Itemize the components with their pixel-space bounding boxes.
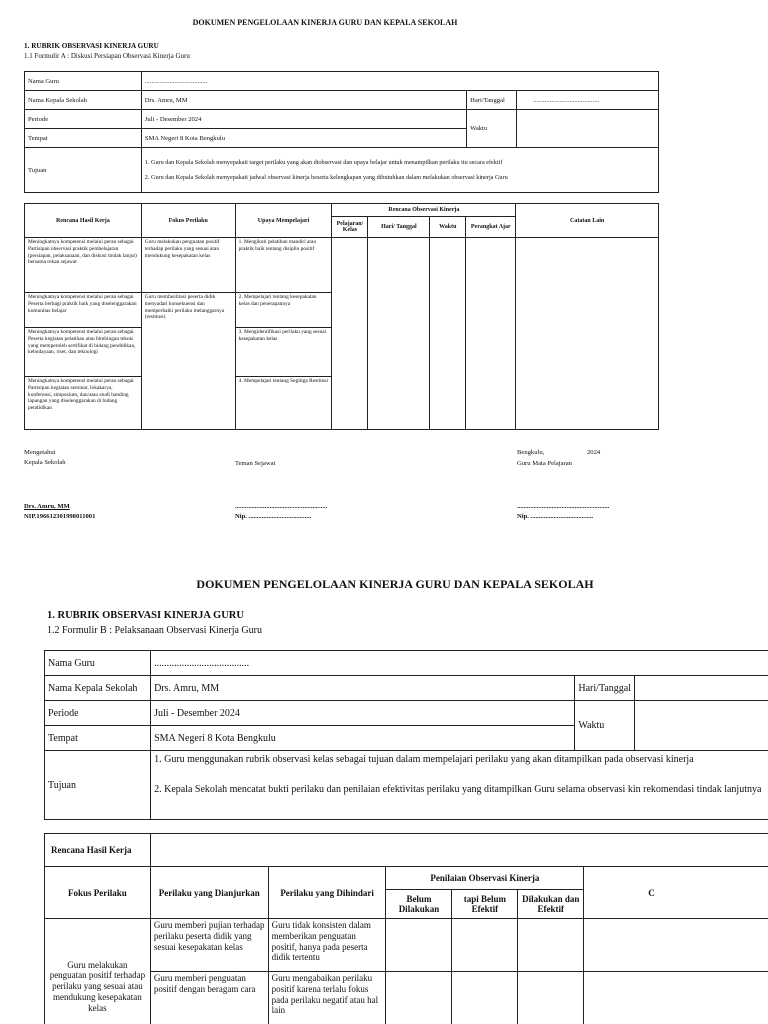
- header-upaya: Upaya Mempelajari: [235, 204, 332, 238]
- cell-tapi: [452, 972, 518, 1024]
- header-tapi: tapi Belum Efektif: [452, 890, 518, 919]
- table-row: [45, 919, 768, 972]
- sig-mengetahui: Mengetahui: [24, 449, 56, 456]
- value-hari-tanggal: ........................................: [517, 91, 659, 110]
- value-tempat: SMA Negeri 8 Kota Bengkulu: [141, 129, 466, 148]
- cell-catatan: [584, 972, 768, 1024]
- cell-efektif: [518, 919, 584, 972]
- sig-kepala-label: Kepala Sekolah: [24, 459, 66, 466]
- form-b-identity-table: [44, 650, 768, 820]
- tujuan-item-2: 2. Kepala Sekolah mencatat bukti perilaku dan penilaian efektivitas perilaku yang ditampilkan Guru selama observasi kin rekomendasi tindak lanjutnya: [154, 784, 762, 795]
- value-tujuan: [151, 751, 768, 820]
- value-nama-guru: ......................................: [141, 72, 658, 91]
- tujuan-item-2: 2. Guru dan Kepala Sekolah menyepakati jadwal observasi kinerja beserta kelengkapan yang dibutuhkan dalam melakukan observasi kinerja Guru: [144, 174, 508, 181]
- header-catatan-cut: C: [584, 867, 768, 919]
- form-b-subtitle: 1.2 Formulir B : Pelaksanaan Observasi Kinerja Guru: [47, 625, 262, 636]
- cell-dihindari: Guru tidak konsisten dalam memberikan penguatan positif, hanya pada peserta didik tertentu: [268, 919, 386, 972]
- label-tujuan: Tujuan: [25, 148, 142, 193]
- cell-fokus: Guru memfasilitasi peserta didik menyadari konsekuensi dan memperbaiki perilaku melanggarnya (restitusi): [141, 293, 235, 430]
- header-perangkat: Perangkat Ajar: [466, 217, 516, 238]
- table-row: [45, 972, 768, 1024]
- cell-upaya: 3. Mengidentifikasi perilaku yang sesuai kesepakatan kelas: [235, 328, 332, 377]
- cell-catatan: [516, 238, 659, 430]
- header-penilaian: Penilaian Observasi Kinerja: [386, 867, 584, 890]
- header-pelajaran: Pelajaran/ Kelas: [332, 217, 368, 238]
- cell-efektif: [518, 972, 584, 1024]
- header-dihindari: Perilaku yang Dihindari: [268, 867, 386, 919]
- label-waktu: Waktu: [575, 701, 635, 751]
- header-fokus: Fokus Perilaku: [45, 867, 151, 919]
- value-waktu: [517, 110, 659, 148]
- cell-dianjurkan: Guru memberi pujian terhadap perilaku peserta didik yang sesuai kesepakatan kelas: [150, 919, 268, 972]
- label-waktu: Waktu: [467, 110, 517, 148]
- doc-title-b: DOKUMEN PENGELOLAAN KINERJA GURU DAN KEPALA SEKOLAH: [196, 577, 594, 591]
- header-fokus: Fokus Perilaku: [141, 204, 235, 238]
- sig-tahun: 2024: [587, 449, 601, 456]
- cell-rencana: Meningkatnya kompetensi melalui peran sebagai Peserta kegiatan pelatihan atau bimbingan teknis yang memperoleh sertifikat di bidang pendidikan, kebudayaan, riset, dan teknologi: [25, 328, 142, 377]
- header-rencana: Rencana Hasil Kerja: [25, 204, 142, 238]
- header-belum: Belum Dilakukan: [386, 890, 452, 919]
- sig-guru-line: ........................................................: [517, 503, 610, 510]
- cell-upaya: 2. Mempelajari tentang kesepakatan kelas dan penerapannya: [235, 293, 332, 328]
- form-a-subtitle: 1.1 Formulir A : Diskusi Persiapan Observasi Kinerja Guru: [24, 52, 190, 60]
- label-nama-kepala: Nama Kepala Sekolah: [25, 91, 142, 110]
- label-hari-tanggal: Hari/Tanggal: [467, 91, 517, 110]
- cell-hari: [368, 238, 430, 430]
- form-a-identity-table: [24, 71, 659, 193]
- form-a-plan-table: [24, 203, 659, 430]
- doc-title: DOKUMEN PENGELOLAAN KINERJA GURU DAN KEPALA SEKOLAH: [192, 18, 458, 27]
- label-periode: Periode: [45, 701, 151, 726]
- value-waktu: [635, 701, 768, 751]
- tujuan-item-1: 1. Guru menggunakan rubrik observasi kelas sebagai tujuan dalam mempelajari perilaku yang akan ditampilkan pada observasi kinerja: [154, 754, 694, 765]
- sig-teman-nip: Nip. ......................................: [235, 513, 312, 520]
- value-periode: Juli - Desember 2024: [151, 701, 575, 726]
- cell-belum: [386, 972, 452, 1024]
- cell-belum: [386, 919, 452, 972]
- label-periode: Periode: [25, 110, 142, 129]
- value-tujuan: [141, 148, 658, 193]
- value-tempat: SMA Negeri 8 Kota Bengkulu: [151, 726, 575, 751]
- header-rencana: Rencana Hasil Kerja: [45, 834, 151, 867]
- cell-rencana: Meningkatnya kompetensi melalui peran sebagai Partisipan kegiatan seminar, lokakarya, konferensi, simposium, dan/atau studi banding lapangan yang diselenggarakan di bidang pendidikan: [25, 377, 142, 430]
- cell-dianjurkan: Guru memberi penguatan positif dengan beragam cara: [150, 972, 268, 1024]
- label-nama-guru: Nama Guru: [25, 72, 142, 91]
- tujuan-item-1: 1. Guru dan Kepala Sekolah menyepakati target perilaku yang akan diobservasi dan upaya belajar untuk menampilkan perilaku itu secara efektif: [144, 158, 503, 166]
- cell-upaya: 1. Mengikuti pelatihan mandiri atau praktik baik tentang disiplin positif: [235, 238, 332, 293]
- header-waktu: Waktu: [430, 217, 466, 238]
- sig-guru-label: Guru Mata Pelajaran: [517, 460, 572, 467]
- section-title-b: 1. RUBRIK OBSERVASI KINERJA GURU: [47, 610, 244, 621]
- header-dianjurkan: Perilaku yang Dianjurkan: [150, 867, 268, 919]
- header-rencana-obs: Rencana Observasi Kinerja: [332, 204, 516, 217]
- header-efektif: Dilakukan dan Efektif: [518, 890, 584, 919]
- section-title: 1. RUBRIK OBSERVASI KINERJA GURU: [24, 42, 159, 50]
- form-b-observation-table: [44, 833, 768, 1024]
- value-nama-guru: ......................................: [151, 651, 768, 676]
- value-nama-kepala: Drs. Amru, MM: [151, 676, 575, 701]
- label-tempat: Tempat: [45, 726, 151, 751]
- cell-perangkat: [466, 238, 516, 430]
- sig-guru-nip: Nip. ......................................: [517, 513, 594, 520]
- cell-fokus: Guru melakukan penguatan positif terhadap perilaku yang sesuai atau mendukung kesepakatan kelas: [141, 238, 235, 293]
- cell-upaya: 4. Mempelajari tentang Segitiga Restitusi: [235, 377, 332, 430]
- sig-kepala-nip: NIP.196612301998011001: [24, 513, 96, 520]
- cell-catatan: [584, 919, 768, 972]
- label-hari-tanggal: Hari/Tanggal: [575, 676, 635, 701]
- cell-pelajaran: [332, 238, 368, 430]
- label-nama-kepala: Nama Kepala Sekolah: [45, 676, 151, 701]
- header-rencana-value: [150, 834, 768, 867]
- label-nama-guru: Nama Guru: [45, 651, 151, 676]
- sig-kepala-name: Drs. Amru, MM: [24, 503, 70, 510]
- sig-teman-label: Teman Sejawat: [235, 460, 276, 467]
- cell-rencana: Meningkatnya kompetensi melalui peran sebagai Peserta berbagi praktik baik yang diselenggarakan komunitas belajar: [25, 293, 142, 328]
- label-tujuan: Tujuan: [45, 751, 151, 820]
- cell-tapi: [452, 919, 518, 972]
- sig-teman-line: ........................................................: [235, 503, 328, 510]
- header-catatan: Catatan Lain: [516, 204, 659, 238]
- label-tempat: Tempat: [25, 129, 142, 148]
- sig-kota: Bengkulu,: [517, 449, 545, 456]
- value-hari-tanggal: [635, 676, 768, 701]
- cell-waktu: [430, 238, 466, 430]
- page-form-b: [0, 540, 768, 1024]
- table-row: [25, 238, 659, 293]
- cell-dihindari: Guru mengabaikan perilaku positif karena terlalu fokus pada perilaku negatif atau hal lain: [268, 972, 386, 1024]
- value-nama-kepala: Drs. Amru, MM: [141, 91, 466, 110]
- cell-fokus: Guru melakukan penguatan positif terhadap perilaku yang sesuai atau mendukung kesepakatan kelas: [45, 919, 151, 1024]
- value-periode: Juli - Desember 2024: [141, 110, 466, 129]
- cell-rencana: Meningkatnya kompetensi melalui peran sebagai Partisipan observasi praktik pembelajaran (persiapan, pelaksanaan, dan diskusi tindak lanjut) bersama rekan sejawat: [25, 238, 142, 293]
- header-hari: Hari/ Tanggal: [368, 217, 430, 238]
